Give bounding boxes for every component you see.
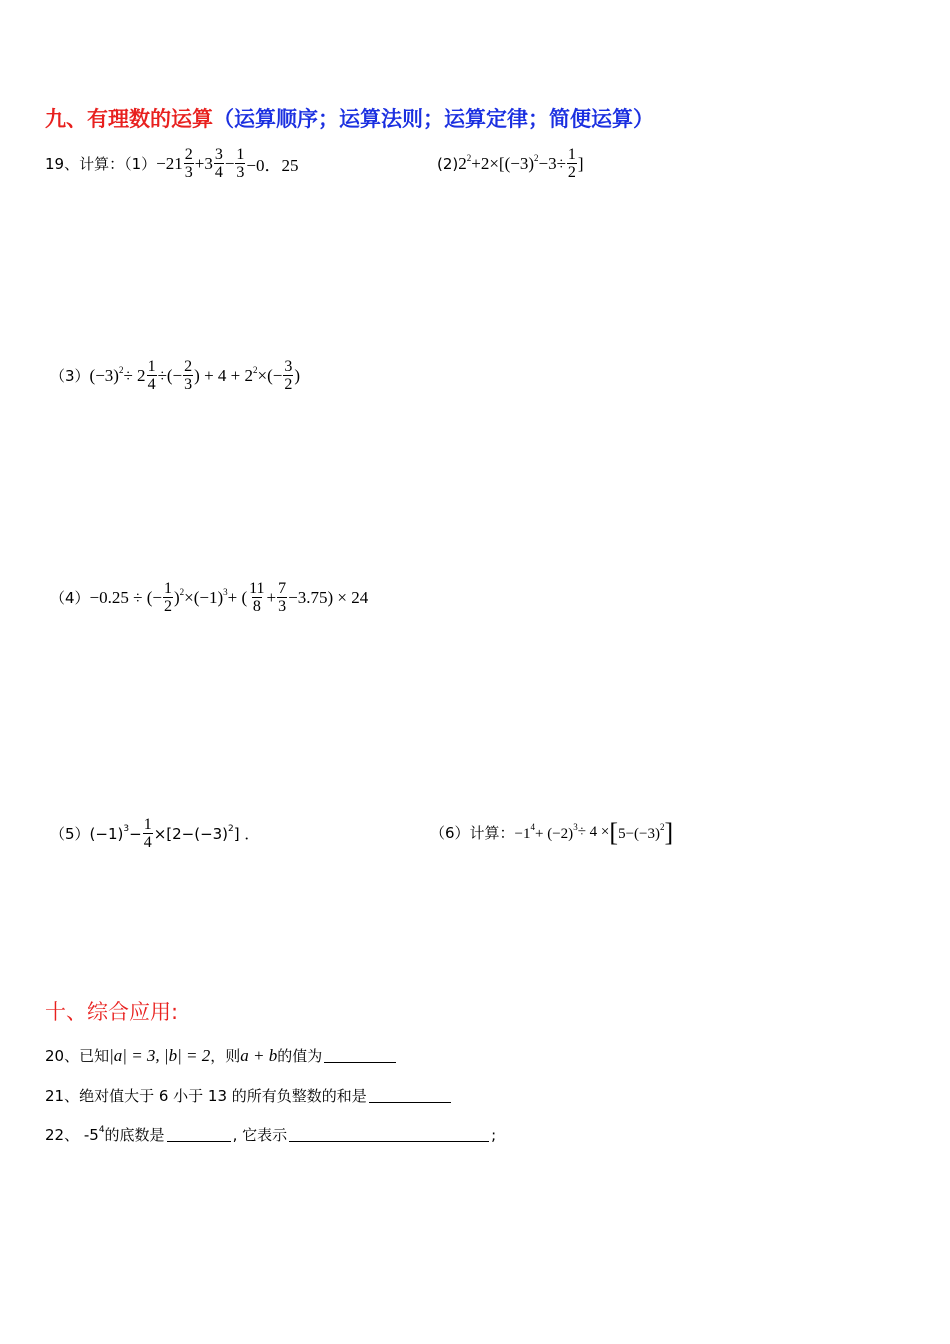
- exponent: 3: [123, 824, 130, 834]
- numerator: 2: [184, 146, 193, 163]
- denominator: 3: [184, 164, 193, 181]
- fraction: [567, 146, 577, 181]
- math-term: [471, 153, 538, 174]
- exponent: 3: [223, 587, 228, 597]
- question-19-part-4: [50, 580, 368, 615]
- denominator: 4: [143, 834, 152, 851]
- denominator: 3: [184, 376, 193, 393]
- denominator: 8: [252, 598, 261, 615]
- base: −1: [514, 826, 531, 842]
- question-19-part-3: [50, 358, 300, 393]
- base: + (−2): [535, 826, 574, 842]
- math-term: −: [224, 153, 235, 173]
- part-label: （3）: [50, 367, 90, 385]
- math-term: ÷(−: [157, 365, 183, 385]
- math-term: +: [266, 587, 277, 607]
- math-term: [90, 365, 124, 386]
- fraction: [235, 146, 245, 181]
- math-term: ×(−: [257, 365, 283, 385]
- exponent: 2: [228, 824, 234, 834]
- fraction: [183, 358, 193, 393]
- question-19-part-1: [45, 146, 299, 181]
- question-19-part-2: [437, 146, 584, 181]
- question-text: 21、绝对值大于 6 小于 13 的所有负整数的和是: [45, 1087, 367, 1105]
- part-label: （6）计算：: [430, 824, 515, 842]
- denominator: 2: [163, 598, 172, 615]
- answer-blank[interactable]: [369, 1088, 451, 1103]
- question-text: , 它表示: [232, 1126, 288, 1144]
- denominator: 4: [214, 164, 223, 181]
- math-term: [458, 153, 471, 174]
- numerator: 1: [143, 816, 152, 833]
- exponent: 4: [530, 822, 536, 832]
- part-label: (2): [437, 154, 459, 173]
- math-term: −0．25: [246, 156, 299, 175]
- math-term: ÷ 2: [123, 365, 146, 385]
- question-text: 的底数是: [104, 1126, 165, 1144]
- math-term: ] ．: [233, 825, 260, 843]
- math-term: −3÷: [538, 153, 566, 173]
- fraction: [143, 816, 153, 851]
- numerator: 2: [184, 358, 193, 375]
- question-21: [45, 1085, 453, 1106]
- numerator: 1: [567, 146, 576, 163]
- base: ×[2−(−3): [153, 825, 229, 843]
- question-19-part-5: [50, 816, 259, 851]
- math-term: +3: [194, 153, 213, 173]
- numerator: 1: [236, 146, 245, 163]
- base: ×(−1): [184, 588, 224, 607]
- denominator: 2: [567, 164, 576, 181]
- denominator: 3: [236, 164, 245, 181]
- fraction: [163, 580, 173, 615]
- math-term: −0.25 ÷ (−: [89, 587, 162, 607]
- denominator: 4: [147, 376, 156, 393]
- denominator: 2: [284, 376, 293, 393]
- base: 22、 -5: [45, 1126, 99, 1144]
- answer-blank[interactable]: [324, 1048, 396, 1063]
- exponent: 2: [253, 365, 258, 375]
- math-term: [618, 822, 664, 843]
- math-term: −3.75) × 24: [288, 587, 369, 607]
- math-term: [154, 824, 234, 843]
- question-19-part-6: [430, 817, 674, 847]
- math-term: a + b: [240, 1045, 278, 1065]
- fraction: [283, 358, 293, 393]
- exponent: 3: [573, 822, 578, 832]
- fraction: [214, 146, 224, 181]
- numerator: 3: [214, 146, 223, 163]
- right-bracket: ]: [664, 817, 674, 847]
- denominator: 3: [278, 598, 287, 615]
- math-term: + (: [227, 587, 248, 607]
- exponent: 4: [98, 1125, 105, 1135]
- math-term: −: [129, 824, 142, 843]
- math-term: [535, 822, 578, 843]
- section-9-heading: [45, 103, 654, 133]
- math-term: [194, 365, 257, 386]
- exponent: 2: [659, 822, 665, 832]
- base: 5−(−3): [618, 826, 660, 842]
- answer-blank[interactable]: [289, 1127, 489, 1142]
- left-bracket: [: [609, 817, 619, 847]
- exponent: 2: [534, 153, 539, 163]
- math-term: [515, 822, 535, 843]
- base: ) + 4 + 2: [194, 366, 253, 385]
- base: +2×[(−3): [471, 154, 534, 173]
- math-term: ÷ 4 ×: [577, 824, 610, 840]
- section-9-title: 九、有理数的运算: [45, 107, 213, 131]
- question-text: 的值为: [277, 1047, 323, 1065]
- answer-blank[interactable]: [167, 1127, 231, 1142]
- numerator: 11: [249, 580, 265, 597]
- math-term: ): [294, 365, 301, 385]
- question-19-label: 19、计算：（1）: [45, 155, 157, 173]
- math-term: [90, 824, 130, 843]
- exponent: 2: [118, 365, 124, 375]
- math-term: [184, 587, 228, 608]
- question-text: ;: [491, 1125, 497, 1144]
- exponent: 2: [466, 153, 472, 163]
- question-text: ，则: [210, 1047, 241, 1065]
- base: (−3): [89, 366, 119, 385]
- fraction: [184, 146, 194, 181]
- math-term: ]: [577, 153, 584, 173]
- numerator: 1: [163, 580, 172, 597]
- fraction: [277, 580, 287, 615]
- math-term: −21: [156, 153, 183, 173]
- base: (−1): [89, 825, 124, 843]
- question-20: [45, 1045, 398, 1066]
- fraction: [248, 580, 265, 615]
- question-20-label: 20、已知: [45, 1047, 110, 1065]
- question-22: [45, 1124, 496, 1145]
- math-term: [174, 587, 184, 608]
- part-label: （5）: [50, 825, 90, 843]
- fraction: [147, 358, 157, 393]
- exponent: 2: [179, 587, 185, 597]
- base: 2: [458, 154, 467, 173]
- numerator: 1: [147, 358, 156, 375]
- part-label: （4）: [50, 589, 90, 607]
- base: ): [173, 588, 180, 607]
- section-9-subtitle: （运算顺序；运算法则；运算定律；简便运算）: [213, 107, 654, 131]
- question-22-label: [45, 1124, 105, 1145]
- math-term: |a| = 3, |b| = 2: [109, 1045, 211, 1065]
- section-10-heading: 十、综合应用:: [45, 1000, 179, 1024]
- numerator: 7: [278, 580, 287, 597]
- numerator: 3: [284, 358, 293, 375]
